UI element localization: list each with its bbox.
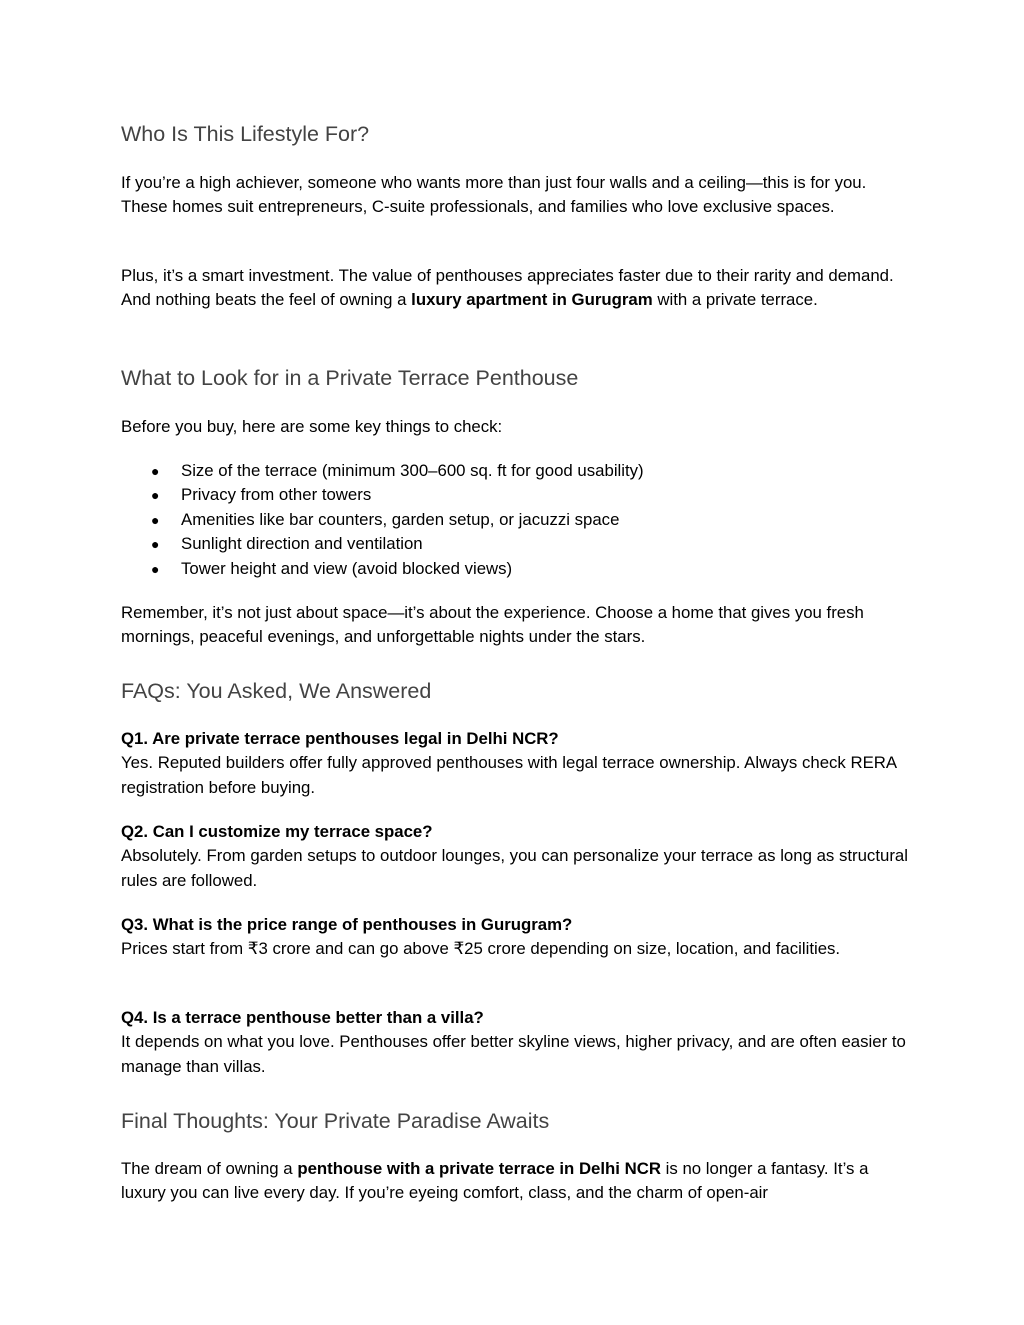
heading-who-is-this-lifestyle-for: Who Is This Lifestyle For? — [121, 122, 370, 146]
list-item-text: Privacy from other towers — [181, 485, 372, 505]
heading-faqs: FAQs: You Asked, We Answered — [121, 679, 432, 703]
list-item-text: Amenities like bar counters, garden setup, or jacuzzi space — [181, 509, 620, 529]
list-item — [121, 557, 644, 581]
final-p-bold-phrase: penthouse with a private terrace in Delhi NCR — [297, 1159, 661, 1178]
list-item — [121, 532, 644, 556]
faq-question: Q2. Can I customize my terrace space? — [121, 822, 433, 841]
final-p-text-start: The dream of owning a — [121, 1159, 298, 1178]
heading-final-thoughts: Final Thoughts: Your Private Paradise Awaits — [121, 1109, 550, 1133]
lifestyle-paragraph-1: If you’re a high achiever, someone who wants more than just four walls and a ceiling—this is for you. These homes suit entrepreneurs, C-suite professionals, and families who love exclusive spaces. — [121, 173, 867, 217]
faq-answer: It depends on what you love. Penthouses offer better skyline views, higher privacy, and are often easier to manage than villas. — [121, 1032, 906, 1076]
bullet-icon: ● — [151, 536, 160, 553]
faq-answer: Prices start from ₹3 crore and can go above ₹25 crore depending on size, location, and facilities. — [121, 939, 841, 959]
look-for-intro: Before you buy, here are some key things to check: — [121, 417, 503, 436]
lifestyle-p2-text-end: with a private terrace. — [652, 290, 818, 310]
faq-item-4 — [121, 1006, 911, 1079]
lifestyle-p2-bold-phrase: luxury apartment in Gurugram — [411, 290, 653, 310]
list-item-text: Sunlight direction and ventilation — [181, 534, 423, 554]
list-item — [121, 459, 644, 483]
faq-question: Q3. What is the price range of penthouses in Gurugram? — [121, 915, 573, 934]
list-item — [121, 483, 644, 507]
lifestyle-p2-text-start: Plus, it’s a smart investment. The value of penthouses appreciates faster due to their rarity and demand. And nothing beats the feel of owning a — [121, 266, 894, 310]
list-item-text: Size of the terrace (minimum 300–600 sq. ft for good usability) — [181, 461, 644, 480]
faq-item-2 — [121, 820, 911, 893]
bullet-icon: ● — [151, 511, 160, 528]
faq-item-3 — [121, 913, 911, 962]
final-p-text-end: is no longer a fantasy. It’s a luxury you can live every day. If you’re eyeing comfort, class, and the charm of open-air — [121, 1159, 869, 1203]
list-item — [121, 508, 644, 532]
faq-item-1 — [121, 727, 911, 800]
bullet-icon: ● — [151, 463, 160, 479]
faq-question: Q1. Are private terrace penthouses legal in Delhi NCR? — [121, 729, 559, 748]
list-item-text: Tower height and view (avoid blocked views) — [181, 558, 513, 578]
final-paragraph — [121, 1157, 911, 1206]
heading-what-to-look-for: What to Look for in a Private Terrace Penthouse — [121, 366, 579, 390]
look-for-outro: Remember, it’s not just about space—it’s about the experience. Choose a home that gives you fresh mornings, peaceful evenings, and unforgettable nights under the stars. — [121, 603, 864, 647]
faq-answer: Absolutely. From garden setups to outdoor lounges, you can personalize your terrace as long as structural rules are followed. — [121, 846, 908, 890]
faq-question: Q4. Is a terrace penthouse better than a villa? — [121, 1008, 484, 1027]
checklist — [121, 459, 644, 581]
bullet-icon: ● — [151, 487, 160, 504]
bullet-icon: ● — [151, 560, 160, 577]
lifestyle-paragraph-2 — [121, 264, 911, 313]
faq-answer: Yes. Reputed builders offer fully approved penthouses with legal terrace ownership. Always check RERA registration before buying. — [121, 753, 897, 797]
